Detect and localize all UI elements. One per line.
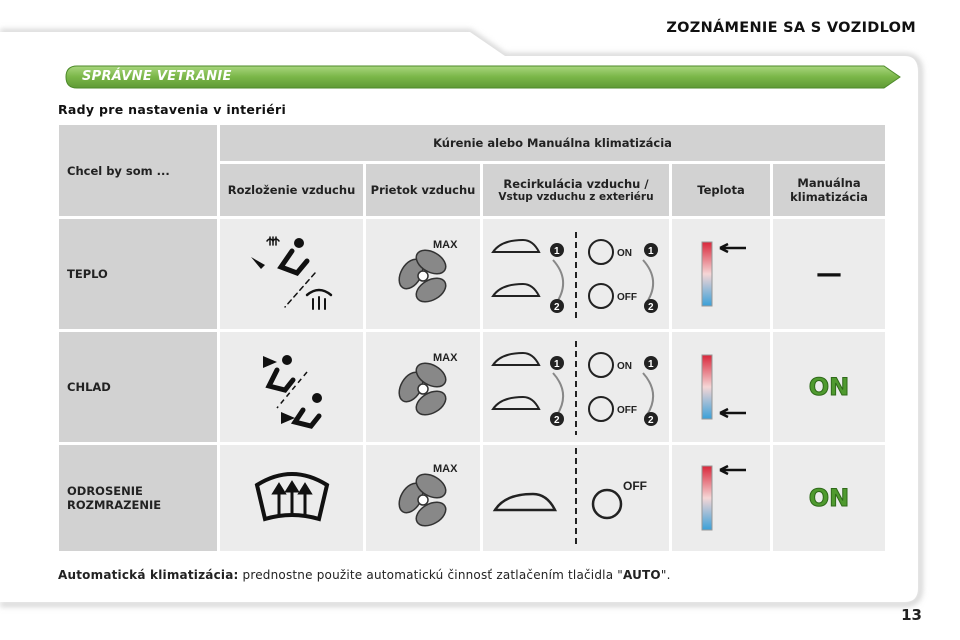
table-row xyxy=(59,219,885,329)
step-1-label: 1 xyxy=(554,246,560,257)
temperature-cold-icon xyxy=(686,347,756,427)
recirculation-cell xyxy=(483,445,669,551)
fan-icon xyxy=(383,234,463,314)
recirc-off-label: OFF xyxy=(617,292,637,303)
distribution-cell xyxy=(220,219,363,329)
temperature-cell xyxy=(672,445,770,551)
recirculation-icon xyxy=(483,224,669,324)
temperature-hot-icon xyxy=(686,234,756,314)
max-label: MAX xyxy=(433,239,458,251)
row-label-teplo: TEPLO xyxy=(59,219,217,329)
distribution-cell xyxy=(220,332,363,442)
col-recirculation xyxy=(483,164,669,216)
step-2-label: 2 xyxy=(648,302,654,313)
ac-dash: — xyxy=(816,259,842,289)
ac-on-label: ON xyxy=(808,373,850,401)
footnote-suffix: ". xyxy=(660,568,671,582)
subtitle: Rady pre nastavenia v interiéri xyxy=(58,102,287,117)
col-flow: Prietok vzduchu xyxy=(366,164,480,216)
feet-and-windscreen-icon xyxy=(237,229,347,319)
row-label-line1: ODROSENIE xyxy=(67,484,143,498)
section-label: SPRÁVNE VETRANIE xyxy=(82,69,232,84)
auto-button-label: AUTO xyxy=(622,568,661,582)
corner-label: Chcel by som ... xyxy=(59,125,217,216)
col-distribution: Rozloženie vzduchu xyxy=(220,164,363,216)
table-row xyxy=(59,332,885,442)
recirculation-cell xyxy=(483,332,669,442)
temperature-cell xyxy=(672,219,770,329)
fan-icon xyxy=(383,458,463,538)
step-1-label: 1 xyxy=(648,359,654,370)
footnote xyxy=(58,568,671,582)
ac-cell xyxy=(773,332,885,442)
col-recirculation-label: Recirkulácia vzduchu / xyxy=(503,177,649,191)
windscreen-demist-icon xyxy=(247,463,337,533)
footnote-text: prednostne použite automatickú činnosť zatlačením tlačidla " xyxy=(238,568,623,582)
max-label: MAX xyxy=(433,352,458,364)
ac-cell xyxy=(773,445,885,551)
step-1-label: 1 xyxy=(648,246,654,257)
fan-icon xyxy=(383,347,463,427)
page-number: 13 xyxy=(901,606,922,624)
footnote-label: Automatická klimatizácia: xyxy=(58,568,239,582)
face-and-feet-icon xyxy=(237,342,347,432)
temperature-cell xyxy=(672,332,770,442)
step-2-label: 2 xyxy=(648,415,654,426)
step-1-label: 1 xyxy=(554,359,560,370)
settings-table xyxy=(56,122,888,554)
ac-cell xyxy=(773,219,885,329)
recirc-on-label: ON xyxy=(617,248,632,259)
recirculation-icon xyxy=(483,337,669,437)
step-2-label: 2 xyxy=(554,302,560,313)
row-label-odrosenie xyxy=(59,445,217,551)
table-row xyxy=(59,445,885,551)
col-temperature: Teplota xyxy=(672,164,770,216)
recirc-off-label: OFF xyxy=(623,479,647,493)
recirc-on-label: ON xyxy=(617,361,632,372)
group-header: Kúrenie alebo Manuálna klimatizácia xyxy=(220,125,885,161)
recirculation-off-icon xyxy=(483,448,669,548)
distribution-cell xyxy=(220,445,363,551)
row-label-line2: ROZMRAZENIE xyxy=(67,498,162,512)
row-label-chlad: CHLAD xyxy=(59,332,217,442)
ac-on-label: ON xyxy=(808,484,850,512)
chapter-title: ZOZNÁMENIE SA S VOZIDLOM xyxy=(666,20,916,36)
col-recirculation-subline: Vstup vzduchu z exteriéru xyxy=(498,191,654,203)
temperature-hot-icon xyxy=(686,458,756,538)
recirculation-cell xyxy=(483,219,669,329)
step-2-label: 2 xyxy=(554,415,560,426)
recirc-off-label: OFF xyxy=(617,405,637,416)
flow-cell xyxy=(366,219,480,329)
flow-cell xyxy=(366,332,480,442)
col-ac: Manuálna klimatizácia xyxy=(773,164,885,216)
flow-cell xyxy=(366,445,480,551)
max-label: MAX xyxy=(433,463,458,475)
